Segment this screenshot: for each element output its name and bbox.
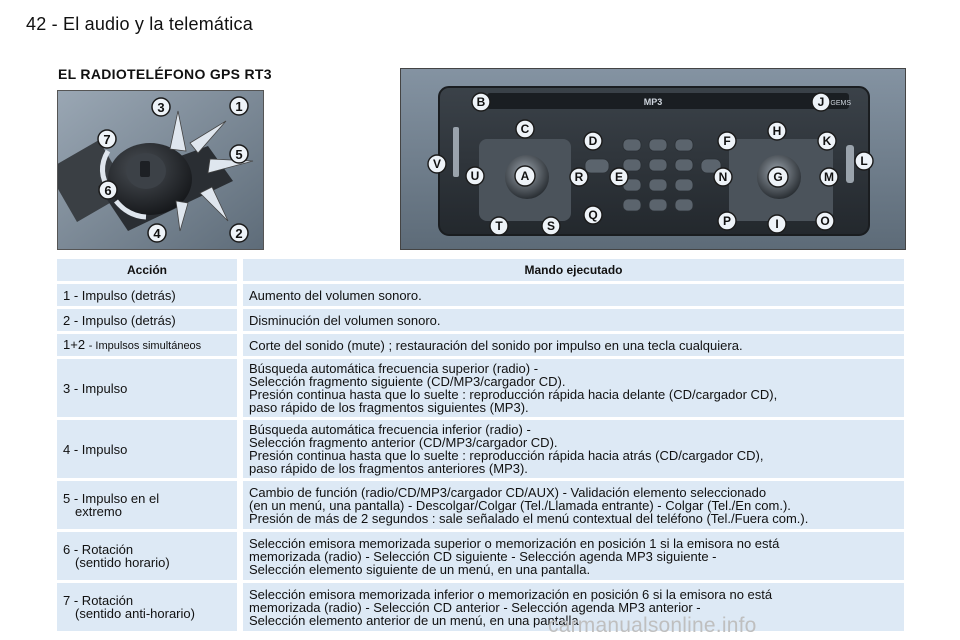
action-text: - Impulso bbox=[73, 380, 128, 396]
radio-label-S bbox=[542, 217, 560, 235]
svg-text:U: U bbox=[470, 169, 480, 183]
command-cell bbox=[243, 309, 904, 331]
svg-text:MP3: MP3 bbox=[643, 97, 663, 107]
stalk-label-6 bbox=[99, 181, 117, 199]
stalk-label-4 bbox=[148, 224, 166, 242]
command-cell bbox=[243, 420, 904, 478]
control-number: 3 bbox=[63, 380, 71, 396]
header-action: Acción bbox=[57, 259, 237, 281]
radio-label-M bbox=[820, 168, 838, 186]
table-header-row bbox=[57, 259, 904, 281]
radio-label-J bbox=[812, 93, 830, 111]
action-text: - Impulso (detrás) bbox=[73, 287, 176, 303]
steering-stalk-photo bbox=[57, 90, 264, 250]
svg-text:3: 3 bbox=[157, 100, 165, 115]
command-line: Presión continua hasta que lo suelte : reproducción rápida hacia atrás (CD/cargador CD), bbox=[249, 448, 764, 463]
svg-text:N: N bbox=[718, 170, 728, 184]
table-row bbox=[57, 334, 904, 356]
action-cell bbox=[57, 359, 237, 417]
svg-text:5: 5 bbox=[235, 147, 243, 162]
action-cell bbox=[57, 420, 237, 478]
action-text: - Rotación bbox=[73, 593, 134, 608]
command-line: Corte del sonido (mute) ; restauración del sonido por impulso en una tecla cualquiera. bbox=[249, 337, 743, 353]
radio-label-P bbox=[718, 212, 736, 230]
svg-text:M: M bbox=[824, 170, 834, 184]
table-row bbox=[57, 481, 904, 529]
command-line: Selección emisora memorizada superior o memorización en posición 1 si la emisora no está bbox=[249, 535, 780, 551]
command-line: Búsqueda automática frecuencia inferior (radio) - bbox=[249, 422, 531, 437]
action-cell bbox=[57, 532, 237, 580]
action-text-continued: extremo bbox=[75, 504, 122, 519]
svg-text:6: 6 bbox=[104, 183, 112, 198]
radio-label-B bbox=[472, 93, 490, 111]
table-row bbox=[57, 359, 904, 417]
stalk-label-3 bbox=[152, 98, 170, 116]
radio-label-L bbox=[855, 152, 873, 170]
svg-text:2: 2 bbox=[235, 226, 243, 241]
stalk-label-2 bbox=[230, 224, 248, 242]
svg-text:7: 7 bbox=[103, 132, 111, 147]
svg-text:V: V bbox=[432, 157, 442, 171]
table-row bbox=[57, 583, 904, 631]
control-number: 5 bbox=[63, 491, 71, 506]
svg-text:G: G bbox=[773, 170, 783, 184]
radio-label-F bbox=[718, 132, 736, 150]
radio-label-T bbox=[490, 217, 508, 235]
svg-text:H: H bbox=[772, 124, 782, 138]
svg-text:P: P bbox=[722, 214, 732, 228]
svg-text:E: E bbox=[614, 170, 624, 184]
command-line: Búsqueda automática frecuencia superior (radio) - bbox=[249, 361, 539, 376]
svg-text:R: R bbox=[574, 170, 584, 184]
section-title: EL RADIOTELÉFONO GPS RT3 bbox=[58, 66, 272, 82]
command-line: (en un menú, una pantalla) - Descolgar/Colgar (Tel./Llamada entrante) - Colgar (Tel./En com.). bbox=[249, 497, 791, 513]
radio-label-A bbox=[515, 166, 535, 186]
stalk-label-5 bbox=[230, 145, 248, 163]
svg-text:4: 4 bbox=[153, 226, 161, 241]
control-number: 4 bbox=[63, 441, 71, 457]
svg-text:L: L bbox=[860, 154, 868, 168]
action-text: - Impulso en el bbox=[73, 491, 160, 506]
radio-label-R bbox=[570, 168, 588, 186]
svg-text:F: F bbox=[723, 134, 731, 148]
command-line: Selección elemento anterior de un menú, en una pantalla. bbox=[249, 612, 583, 628]
stalk-label-7 bbox=[98, 130, 116, 148]
action-text: - Impulso bbox=[73, 441, 128, 457]
watermark: carmanualsonline.info bbox=[548, 614, 757, 637]
command-cell bbox=[243, 284, 904, 306]
radio-label-U bbox=[466, 167, 484, 185]
command-line: Selección fragmento anterior (CD/MP3/cargador CD). bbox=[249, 435, 558, 450]
control-number: 6 bbox=[63, 542, 71, 557]
svg-text:GEMS: GEMS bbox=[830, 100, 851, 107]
svg-text:B: B bbox=[476, 95, 486, 109]
command-line: Cambio de función (radio/CD/MP3/cargador CD/AUX) - Validación elemento seleccionado bbox=[249, 484, 767, 500]
table-row bbox=[57, 284, 904, 306]
radio-label-G bbox=[768, 167, 788, 187]
svg-text:A: A bbox=[520, 169, 530, 183]
radio-label-K bbox=[818, 132, 836, 150]
svg-text:O: O bbox=[820, 214, 830, 228]
action-text: - Rotación bbox=[73, 542, 134, 557]
control-number: 1+2 bbox=[63, 336, 86, 352]
svg-text:I: I bbox=[775, 217, 779, 231]
svg-text:D: D bbox=[588, 134, 598, 148]
action-text: - Impulso (detrás) bbox=[73, 312, 176, 328]
action-cell bbox=[57, 309, 237, 331]
action-cell bbox=[57, 583, 237, 631]
command-line: Selección fragmento siguiente (CD/MP3/cargador CD). bbox=[249, 374, 566, 389]
command-line: Presión continua hasta que lo suelte : reproducción rápida hacia delante (CD/cargador CD), bbox=[249, 387, 778, 402]
svg-text:K: K bbox=[822, 134, 832, 148]
table-row bbox=[57, 532, 904, 580]
radio-label-I bbox=[768, 215, 786, 233]
radio-label-D bbox=[584, 132, 602, 150]
table-row bbox=[57, 420, 904, 478]
radio-label-E bbox=[610, 168, 628, 186]
page-header: 42 - El audio y la telemática bbox=[26, 14, 253, 34]
radio-label-C bbox=[516, 120, 534, 138]
stalk-label-1 bbox=[230, 97, 248, 115]
command-cell bbox=[243, 532, 904, 580]
header-command: Mando ejecutado bbox=[243, 259, 904, 281]
command-line: Disminución del volumen sonoro. bbox=[249, 312, 441, 328]
radio-label-V bbox=[428, 155, 446, 173]
svg-text:T: T bbox=[495, 219, 503, 233]
command-line: Presión de más de 2 segundos : sale señalado el menú contextual del teléfono (Tel./Fuera com.). bbox=[249, 510, 809, 526]
command-line: Aumento del volumen sonoro. bbox=[249, 287, 422, 303]
command-cell bbox=[243, 481, 904, 529]
svg-text:S: S bbox=[546, 219, 556, 233]
svg-text:1: 1 bbox=[235, 99, 243, 114]
svg-text:Q: Q bbox=[588, 208, 598, 222]
radio-panel-photo bbox=[400, 68, 906, 250]
command-line: memorizada (radio) - Selección CD anterior - Selección agenda MP3 anterior - bbox=[249, 599, 701, 615]
svg-text:C: C bbox=[520, 122, 530, 136]
command-cell bbox=[243, 334, 904, 356]
radio-label-Q bbox=[584, 206, 602, 224]
command-table bbox=[57, 256, 904, 634]
radio-label-N bbox=[714, 168, 732, 186]
radio-label-O bbox=[816, 212, 834, 230]
table-row bbox=[57, 309, 904, 331]
control-number: 7 bbox=[63, 593, 71, 608]
control-number: 1 bbox=[63, 287, 71, 303]
action-text-continued: (sentido horario) bbox=[75, 555, 170, 570]
action-text-continued: (sentido anti-horario) bbox=[75, 606, 195, 621]
action-cell bbox=[57, 284, 237, 306]
svg-text:J: J bbox=[817, 95, 825, 109]
command-line: paso rápido de los fragmentos anteriores (MP3). bbox=[249, 461, 528, 476]
command-line: paso rápido de los fragmentos siguientes (MP3). bbox=[249, 400, 529, 415]
command-cell bbox=[243, 359, 904, 417]
command-line: Selección emisora memorizada inferior o memorización en posición 6 si la emisora no está bbox=[249, 586, 773, 602]
action-text: - Impulsos simultáneos bbox=[88, 339, 202, 352]
control-number: 2 bbox=[63, 312, 71, 328]
action-cell bbox=[57, 334, 237, 356]
command-line: Selección elemento siguiente de un menú, en una pantalla. bbox=[249, 561, 591, 577]
command-line: memorizada (radio) - Selección CD siguiente - Selección agenda MP3 siguiente - bbox=[249, 548, 717, 564]
action-cell bbox=[57, 481, 237, 529]
radio-label-H bbox=[768, 122, 786, 140]
